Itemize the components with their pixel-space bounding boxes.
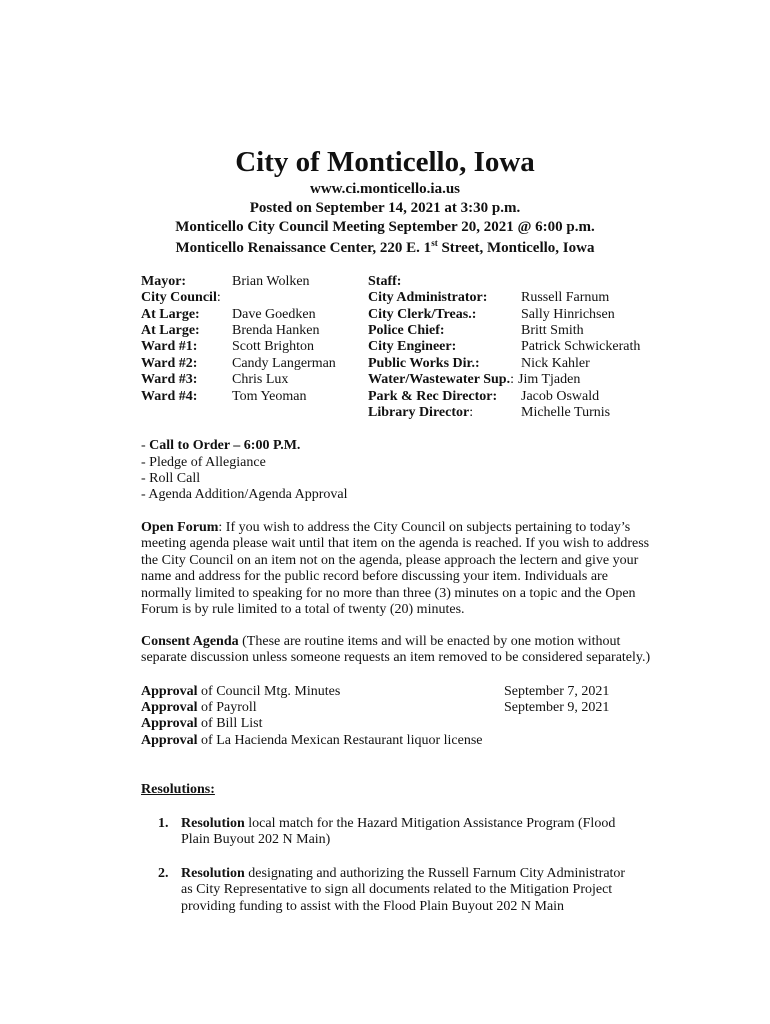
staff-role: City Engineer: [368, 339, 457, 354]
resolution-text: local match for the Hazard Mitigation Assistance Program (Flood [244, 816, 616, 831]
consent-agenda-paragraph [141, 634, 661, 667]
location-main: Monticello Renaissance Center, 220 E. 1 [175, 240, 432, 256]
consent-item [141, 700, 257, 716]
resolution-bold: Resolution [181, 816, 245, 831]
staff-role: Public Works Dir.: [368, 356, 480, 371]
staff-name: Nick Kahler [521, 356, 590, 371]
council-member-name: Brenda Hanken [232, 323, 320, 338]
staff-name: Russell Farnum [521, 290, 610, 305]
bullet-dash: - [141, 438, 150, 453]
resolution-number: 2. [158, 866, 169, 881]
consent-agenda-text: (These are routine items and will be enacted by one motion without separate discussion unless someone requests an item removed to be considered separately.) [141, 634, 651, 666]
staff-role-text: Water/Wastewater Sup. [368, 372, 511, 387]
council-member-label: Ward #4: [141, 389, 198, 404]
call-to-order [141, 438, 300, 454]
staff-name: Jacob Oswald [521, 389, 600, 404]
staff-role: City Clerk/Treas.: [368, 307, 477, 322]
consent-item-date: September 9, 2021 [504, 700, 610, 715]
call-to-order-text: Call to Order – 6:00 P.M. [149, 438, 301, 453]
mayor-name: Brian Wolken [232, 274, 310, 289]
council-member-label: Ward #1: [141, 339, 198, 354]
meeting-info: Monticello City Council Meeting September 20, 2021 @ 6:00 p.m. [175, 219, 595, 235]
staff-name: Jim Tjaden [518, 372, 581, 387]
resolution-number: 1. [158, 816, 169, 831]
council-member-label: Ward #3: [141, 372, 198, 387]
council-member-name: Candy Langerman [232, 356, 336, 371]
staff-role: City Administrator: [368, 290, 488, 305]
consent-item-date: September 7, 2021 [504, 684, 610, 699]
open-forum-text: : If you wish to address the City Council on subjects pertaining to today’s meeting agenda please wait until that item on the agenda is reached. If you wish to address the City Council on an item not on the agenda, please approach the lectern and give your name and address for the public record before discussing your item. Individuals are normally limited to speaking for no more than three (3) minutes on a topic and the Open Forum is by rule limited to a total of twenty (20) minutes. [141, 520, 650, 618]
open-forum-label: Open Forum [141, 520, 219, 535]
consent-item-text: of Council Mtg. Minutes [197, 684, 341, 699]
resolution-text: designating and authorizing the Russell Farnum City Administrator [244, 866, 626, 881]
meeting-location [0, 238, 770, 257]
consent-item [141, 684, 340, 700]
resolution-bold: Resolution [181, 866, 245, 881]
consent-item-bold: Approval [141, 700, 198, 715]
consent-item-bold: Approval [141, 684, 198, 699]
council-member-name: Tom Yeoman [232, 389, 307, 404]
opening-item: - Pledge of Allegiance [141, 455, 266, 470]
resolution-line [181, 866, 625, 882]
consent-item-text: of Payroll [197, 700, 257, 715]
consent-item-text: of La Hacienda Mexican Restaurant liquor license [197, 733, 483, 748]
resolution-line: providing funding to assist with the Flood Plain Buyout 202 N Main [181, 899, 565, 914]
consent-item-bold: Approval [141, 716, 198, 731]
website: www.ci.monticello.ia.us [310, 181, 460, 197]
resolutions-heading: Resolutions: [141, 782, 215, 797]
resolution-line [181, 816, 615, 832]
council-member-label: At Large: [141, 307, 200, 322]
posted-date: Posted on September 14, 2021 at 3:30 p.m. [249, 200, 521, 216]
consent-item [141, 716, 263, 732]
staff-role-text: Library Director [368, 405, 470, 420]
staff-name: Michelle Turnis [521, 405, 611, 420]
location-superscript: st [431, 238, 438, 248]
staff-role [368, 372, 514, 388]
council-member-name: Dave Goedken [232, 307, 316, 322]
opening-item: - Agenda Addition/Agenda Approval [141, 487, 348, 502]
page-title: City of Monticello, Iowa [235, 146, 535, 178]
council-member-label: Ward #2: [141, 356, 198, 371]
staff-role: Park & Rec Director: [368, 389, 498, 404]
council-member-label: At Large: [141, 323, 200, 338]
staff-heading: Staff: [368, 274, 402, 289]
city-council-label [141, 290, 221, 306]
consent-agenda-label: Consent Agenda [141, 634, 239, 649]
consent-item [141, 733, 483, 749]
staff-name: Britt Smith [521, 323, 584, 338]
location-rest: Street, Monticello, Iowa [437, 240, 595, 256]
consent-item-text: of Bill List [197, 716, 263, 731]
council-label-colon: : [216, 290, 221, 305]
council-member-name: Scott Brighton [232, 339, 315, 354]
resolution-line: Plain Buyout 202 N Main) [181, 832, 331, 847]
open-forum-paragraph [141, 520, 661, 618]
staff-name: Patrick Schwickerath [521, 339, 641, 354]
staff-role [368, 405, 473, 421]
council-label-text: City Council [141, 290, 217, 305]
staff-role-colon: : [469, 405, 474, 420]
consent-item-bold: Approval [141, 733, 198, 748]
resolution-line: as City Representative to sign all documents related to the Mitigation Project [181, 882, 613, 897]
opening-item: - Roll Call [141, 471, 201, 486]
staff-role-colon: : [510, 372, 514, 387]
mayor-label: Mayor: [141, 274, 187, 289]
staff-role: Police Chief: [368, 323, 445, 338]
staff-name: Sally Hinrichsen [521, 307, 615, 322]
council-member-name: Chris Lux [232, 372, 289, 387]
